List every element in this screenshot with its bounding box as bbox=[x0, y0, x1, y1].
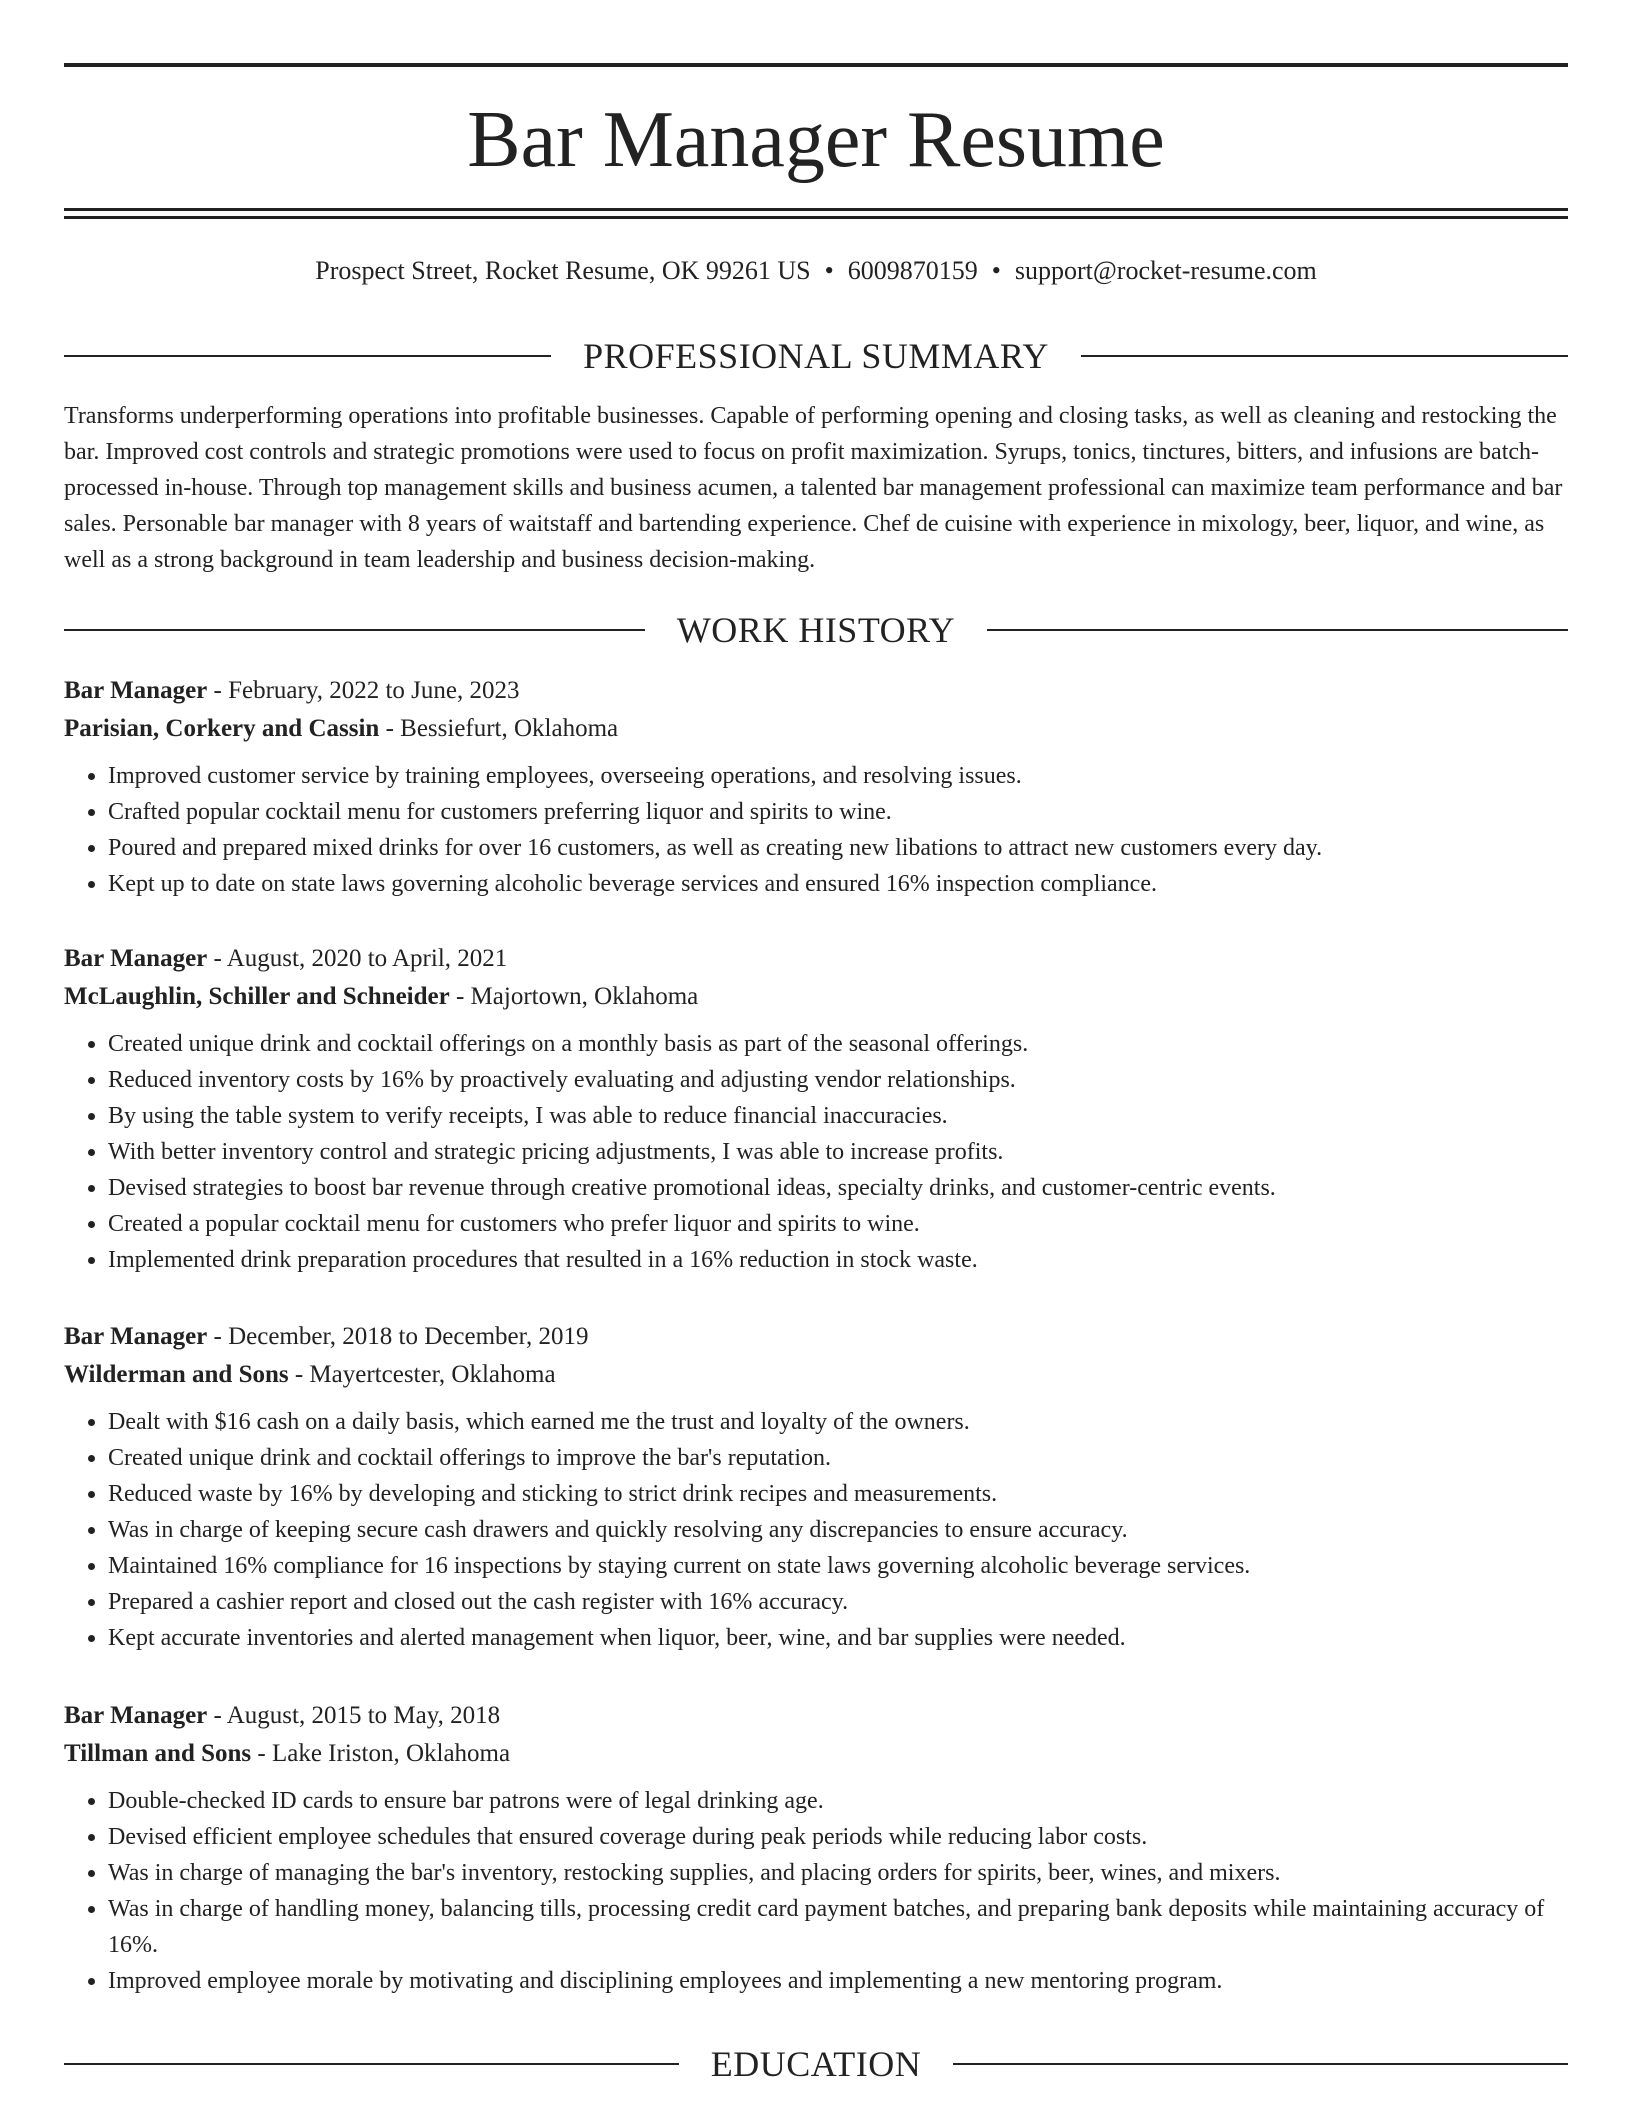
education-heading bbox=[64, 2042, 1568, 2086]
job-title-line bbox=[64, 940, 1568, 978]
job-company-line bbox=[64, 1735, 1568, 1773]
job-dates: - August, 2015 to May, 2018 bbox=[207, 1702, 501, 1729]
job-location: - Lake Iriston, Oklahoma bbox=[251, 1740, 511, 1767]
contact-phone: 6009870159 bbox=[847, 256, 978, 285]
contact-line bbox=[64, 254, 1568, 288]
bullet-item: • Created a popular cocktail menu for customers who prefer liquor and spirits to wine. bbox=[108, 1206, 1568, 1242]
job-company: McLaughlin, Schiller and Schneider bbox=[64, 983, 450, 1010]
job-role: Bar Manager bbox=[64, 945, 208, 972]
job-entry bbox=[64, 1697, 1568, 1999]
education-heading-label: EDUCATION bbox=[710, 2044, 922, 2084]
job-location: - Majortown, Oklahoma bbox=[449, 983, 699, 1010]
heading-rule bbox=[953, 2063, 1568, 2065]
job-entry bbox=[64, 1318, 1568, 1656]
bullet-item: • Was in charge of keeping secure cash drawers and quickly resolving any discrepancies to ensure accuracy. bbox=[108, 1512, 1568, 1548]
bullet-item: • Was in charge of managing the bar's inventory, restocking supplies, and placing orders for spirits, beer, wines, and mixers. bbox=[108, 1855, 1568, 1891]
bullet-item: • Created unique drink and cocktail offerings on a monthly basis as part of the seasonal offerings. bbox=[108, 1026, 1568, 1062]
contact-separator: • bbox=[824, 256, 834, 285]
contact-separator: • bbox=[991, 256, 1001, 285]
job-location: - Bessiefurt, Oklahoma bbox=[379, 715, 619, 742]
summary-heading-label: PROFESSIONAL SUMMARY bbox=[583, 336, 1049, 376]
job-bullets bbox=[64, 1404, 1568, 1656]
job-company: Tillman and Sons bbox=[64, 1740, 252, 1767]
bullet-item: • With better inventory control and strategic pricing adjustments, I was able to increase profits. bbox=[108, 1134, 1568, 1170]
job-title-line bbox=[64, 672, 1568, 710]
bullet-item: • Reduced inventory costs by 16% by proactively evaluating and adjusting vendor relationships. bbox=[108, 1062, 1568, 1098]
job-location: - Mayertcester, Oklahoma bbox=[288, 1361, 556, 1388]
job-entry bbox=[64, 940, 1568, 1278]
heading-rule bbox=[64, 355, 551, 357]
contact-email: support@rocket-resume.com bbox=[1014, 256, 1317, 285]
bullet-item: • Maintained 16% compliance for 16 inspections by staying current on state laws governing alcoholic beverage services. bbox=[108, 1548, 1568, 1584]
bullet-item: • Implemented drink preparation procedures that resulted in a 16% reduction in stock waste. bbox=[108, 1242, 1568, 1278]
bullet-item: • By using the table system to verify receipts, I was able to reduce financial inaccuracies. bbox=[108, 1098, 1568, 1134]
bullet-item: • Kept up to date on state laws governing alcoholic beverage services and ensured 16% inspection compliance. bbox=[108, 866, 1568, 902]
job-dates: - December, 2018 to December, 2019 bbox=[207, 1323, 589, 1350]
bullet-item: • Created unique drink and cocktail offerings to improve the bar's reputation. bbox=[108, 1440, 1568, 1476]
job-dates: - February, 2022 to June, 2023 bbox=[207, 677, 520, 704]
job-company-line bbox=[64, 978, 1568, 1016]
bullet-item: • Reduced waste by 16% by developing and sticking to strict drink recipes and measurements. bbox=[108, 1476, 1568, 1512]
bullet-item: • Devised strategies to boost bar revenue through creative promotional ideas, specialty drinks, and customer-centric events. bbox=[108, 1170, 1568, 1206]
bullet-item: • Improved customer service by training employees, overseeing operations, and resolving issues. bbox=[108, 758, 1568, 794]
work-heading bbox=[64, 608, 1568, 652]
heading-rule bbox=[987, 629, 1568, 631]
top-rule bbox=[64, 63, 1568, 67]
contact-address: Prospect Street, Rocket Resume, OK 99261 US bbox=[315, 256, 811, 285]
bullet-item: • Poured and prepared mixed drinks for over 16 customers, as well as creating new libations to attract new customers every day. bbox=[108, 830, 1568, 866]
double-rule bbox=[64, 208, 1568, 219]
bullet-item: • Improved employee morale by motivating and disciplining employees and implementing a new mentoring program. bbox=[108, 1963, 1568, 1999]
bullet-item: • Double-checked ID cards to ensure bar patrons were of legal drinking age. bbox=[108, 1783, 1568, 1819]
job-role: Bar Manager bbox=[64, 677, 208, 704]
summary-heading bbox=[64, 334, 1568, 378]
heading-rule bbox=[1081, 355, 1568, 357]
job-entry bbox=[64, 672, 1568, 902]
job-company: Wilderman and Sons bbox=[64, 1361, 289, 1388]
page-title: Bar Manager Resume bbox=[467, 96, 1165, 184]
job-bullets bbox=[64, 1783, 1568, 1999]
job-dates: - August, 2020 to April, 2021 bbox=[207, 945, 508, 972]
job-role: Bar Manager bbox=[64, 1323, 208, 1350]
job-title-line bbox=[64, 1697, 1568, 1735]
bullet-item: • Dealt with $16 cash on a daily basis, which earned me the trust and loyalty of the owners. bbox=[108, 1404, 1568, 1440]
bullet-item: • Devised efficient employee schedules that ensured coverage during peak periods while reducing labor costs. bbox=[108, 1819, 1568, 1855]
bullet-item: • Prepared a cashier report and closed out the cash register with 16% accuracy. bbox=[108, 1584, 1568, 1620]
job-company: Parisian, Corkery and Cassin bbox=[64, 715, 380, 742]
heading-rule bbox=[64, 629, 645, 631]
summary-text: Transforms underperforming operations into profitable businesses. Capable of performing opening and closing tasks, as well as cleaning and restocking the bar. Improved cost controls and strategic promotions were used to focus on profit maximization. Syrups, tonics, tinctures, bitters, and infusions are batch-processed in-house. Through top management skills and business acumen, a talented bar management professional can maximize team performance and bar sales. Personable bar manager with 8 years of waitstaff and bartending experience. Chef de cuisine with experience in mixology, beer, liquor, and wine, as well as a strong background in team leadership and business decision-making. bbox=[64, 403, 1563, 573]
job-bullets bbox=[64, 758, 1568, 902]
work-heading-label: WORK HISTORY bbox=[676, 610, 956, 650]
job-title-line bbox=[64, 1318, 1568, 1356]
job-company-line bbox=[64, 1356, 1568, 1394]
heading-rule bbox=[64, 2063, 679, 2065]
bullet-item: • Was in charge of handling money, balancing tills, processing credit card payment batches, and preparing bank deposits while maintaining accuracy of 16%. bbox=[108, 1891, 1568, 1963]
job-role: Bar Manager bbox=[64, 1702, 208, 1729]
bullet-item: • Kept accurate inventories and alerted management when liquor, beer, wine, and bar supplies were needed. bbox=[108, 1620, 1568, 1656]
bullet-item: • Crafted popular cocktail menu for customers preferring liquor and spirits to wine. bbox=[108, 794, 1568, 830]
job-bullets bbox=[64, 1026, 1568, 1278]
job-company-line bbox=[64, 710, 1568, 748]
